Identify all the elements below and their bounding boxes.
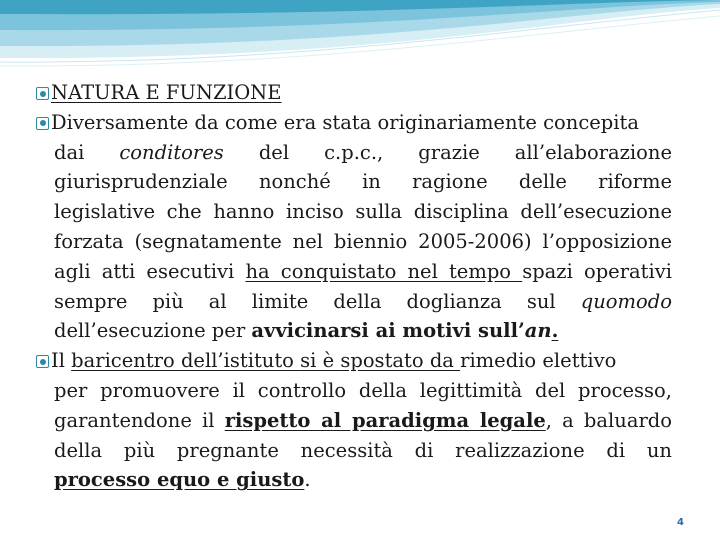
- heading-line: [36, 78, 672, 108]
- slide-body: [36, 78, 672, 495]
- page-number: 4: [677, 517, 684, 528]
- bullet-icon: [36, 87, 49, 100]
- slide-heading: NATURA E FUNZIONE: [51, 81, 282, 104]
- paragraph-1: Diversamente da come era stata originariamente concepita dai conditores del c.p.c., grazie all’elaborazione giurisprudenziale nonché in ragione delle riforme legislative che hanno inciso sulla disciplina dell’esecuzione forzata (segnatamente nel biennio 2005-2006) l’opposizione agli atti esecutivi ha conquistato nel tempo spazi operativi sempre più al limite della doglianza sul quomodo dell’esecuzione per avvicinarsi ai motivi sull’an.: [36, 108, 672, 346]
- bullet-icon: [36, 355, 49, 368]
- bullet-icon: [36, 117, 49, 130]
- header-wave-decoration: [0, 0, 720, 80]
- paragraph-2: Il baricentro dell’istituto si è spostato da rimedio elettivo per promuovere il controllo della legittimità del processo, garantendone il rispetto al paradigma legale, a baluardo della più pregnante necessità di realizzazione di un processo equo e giusto.: [36, 346, 672, 495]
